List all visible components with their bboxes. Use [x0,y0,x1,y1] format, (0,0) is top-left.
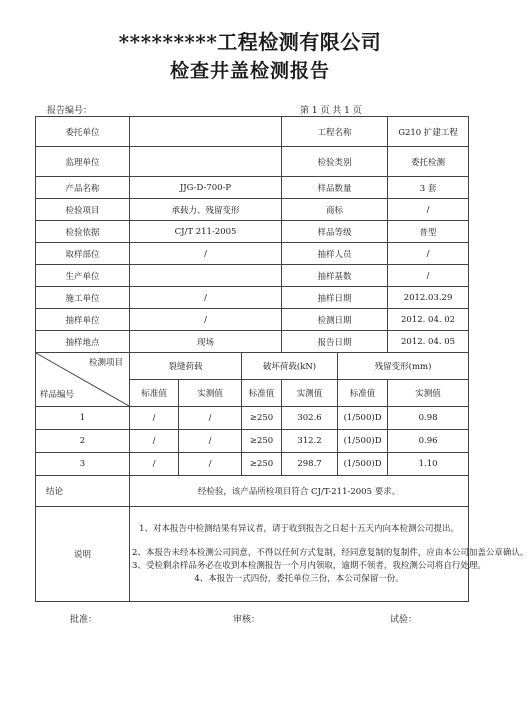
sample-dept-value: / [130,243,282,265]
table-row [36,430,469,453]
grade-label: 样品等级 [282,221,388,243]
brand-value: / [388,199,469,221]
row-sampling-unit [36,309,469,331]
diag-sample-no: 样品编号 [40,390,75,400]
sampler-value: / [388,243,469,265]
items-label: 检验项目 [36,199,130,221]
base-label: 抽样基数 [282,265,388,287]
items-value: 承载力、残留变形 [130,199,282,221]
break-meas: 302.6 [282,407,338,430]
break-load-header: 破坏荷载(kN) [242,353,338,380]
break-meas: 312.2 [282,430,338,453]
notes-label: 说明 [36,507,130,602]
crack-std: / [130,453,179,476]
sample-no: 2 [36,430,130,453]
report-date-label: 报告日期 [282,331,388,353]
company-title: *********工程检测有限公司 [118,30,382,54]
contractor-label: 施工单位 [36,287,130,309]
row-producer [36,265,469,287]
row-product [36,177,469,199]
crack-meas-header: 实测值 [179,380,242,407]
project-label: 工程名称 [282,117,388,147]
sample-dept-label: 取样部位 [36,243,130,265]
sample-qty-value: 3 套 [388,177,469,199]
res-std: (1/500)D [338,453,388,476]
crack-std-header: 标准值 [130,380,179,407]
product-label: 产品名称 [36,177,130,199]
sample-date-label: 抽样日期 [282,287,388,309]
notes-row [36,507,469,602]
report-table [35,116,528,602]
base-value: / [388,265,469,287]
test-type-label: 检验类别 [282,147,388,177]
notes-content [130,507,528,602]
row-client [36,117,469,147]
approve-label: 批准： [70,615,98,625]
row-items [36,199,469,221]
break-meas-header: 实测值 [282,380,338,407]
review-label: 审核： [233,615,261,625]
test-label: 试验： [390,615,418,625]
contractor-value: / [130,287,282,309]
brand-label: 商标 [282,199,388,221]
break-std: ≥250 [242,430,282,453]
sampler-label: 抽样人员 [282,243,388,265]
res-std: (1/500)D [338,430,388,453]
res-meas: 0.96 [388,430,469,453]
product-value: JJG-D-700-P [130,177,282,199]
res-std: (1/500)D [338,407,388,430]
row-supervisor [36,147,469,177]
row-location [36,331,469,353]
basis-value: CJ/T 211-2005 [130,221,282,243]
supervisor-value [130,147,282,177]
res-meas: 0.98 [388,407,469,430]
report-title: 检查井盖检测报告 [169,60,330,82]
sampling-unit-value: / [130,309,282,331]
sample-date-value: 2012.03.29 [388,287,469,309]
conclusion-label: 结论 [36,476,130,507]
producer-label: 生产单位 [36,265,130,287]
page-info: 第 1 页 共 1 页 [300,106,362,116]
basis-label: 检验依据 [36,221,130,243]
note-item: 4、本报告一式四份，委托单位三份，本公司保留一份。 [194,573,404,584]
sample-qty-label: 样品数量 [282,177,388,199]
project-value: G210 扩建工程 [388,117,469,147]
supervisor-label: 监理单位 [36,147,130,177]
producer-value [130,265,282,287]
res-meas-header: 实测值 [388,380,469,407]
note-item: 1、对本报告中检测结果有异议者，请于收到报告之日起十五天内向本检测公司提出。 [139,523,459,534]
res-std-header: 标准值 [338,380,388,407]
crack-meas: / [179,453,242,476]
break-std: ≥250 [242,407,282,430]
conclusion-row [36,476,469,507]
res-meas: 1.10 [388,453,469,476]
test-date-label: 检测日期 [282,309,388,331]
residual-deform-header: 残留变形(mm) [338,353,469,380]
grade-value: 普型 [388,221,469,243]
crack-std: / [130,407,179,430]
client-value [130,117,282,147]
note-spacer [132,536,466,547]
crack-std: / [130,430,179,453]
note-item: 3、受检剩余样品务必在收到本检测报告一个月内领取，逾期不领者，我检测公司将自行处理。 [132,560,486,571]
client-label: 委托单位 [36,117,130,147]
crack-meas: / [179,430,242,453]
note-item: 2、本报告未经本检测公司同意，不得以任何方式复制，经同意复制的复制件，应由本公司加盖公章确认。 [132,547,528,558]
break-std: ≥250 [242,453,282,476]
table-row [36,407,469,430]
diagonal-header-cell [36,353,130,407]
row-basis [36,221,469,243]
results-header-row [36,353,469,380]
row-contractor [36,287,469,309]
test-date-value: 2012. 04. 02 [388,309,469,331]
location-value: 现场 [130,331,282,353]
sample-no: 3 [36,453,130,476]
break-meas: 298.7 [282,453,338,476]
crack-load-header: 裂缝荷载 [130,353,242,380]
diag-test-items: 检测项目 [88,358,123,368]
row-sample-dept [36,243,469,265]
break-std-header: 标准值 [242,380,282,407]
conclusion-text: 经检验，该产品所检项目符合 CJ/T-211-2005 要求。 [130,476,469,507]
table-row [36,453,469,476]
crack-meas: / [179,407,242,430]
report-number-label: 报告编号： [47,106,93,116]
report-date-value: 2012. 04. 05 [388,331,469,353]
location-label: 抽样地点 [36,331,130,353]
sampling-unit-label: 抽样单位 [36,309,130,331]
sample-no: 1 [36,407,130,430]
test-type-value: 委托检测 [388,147,469,177]
